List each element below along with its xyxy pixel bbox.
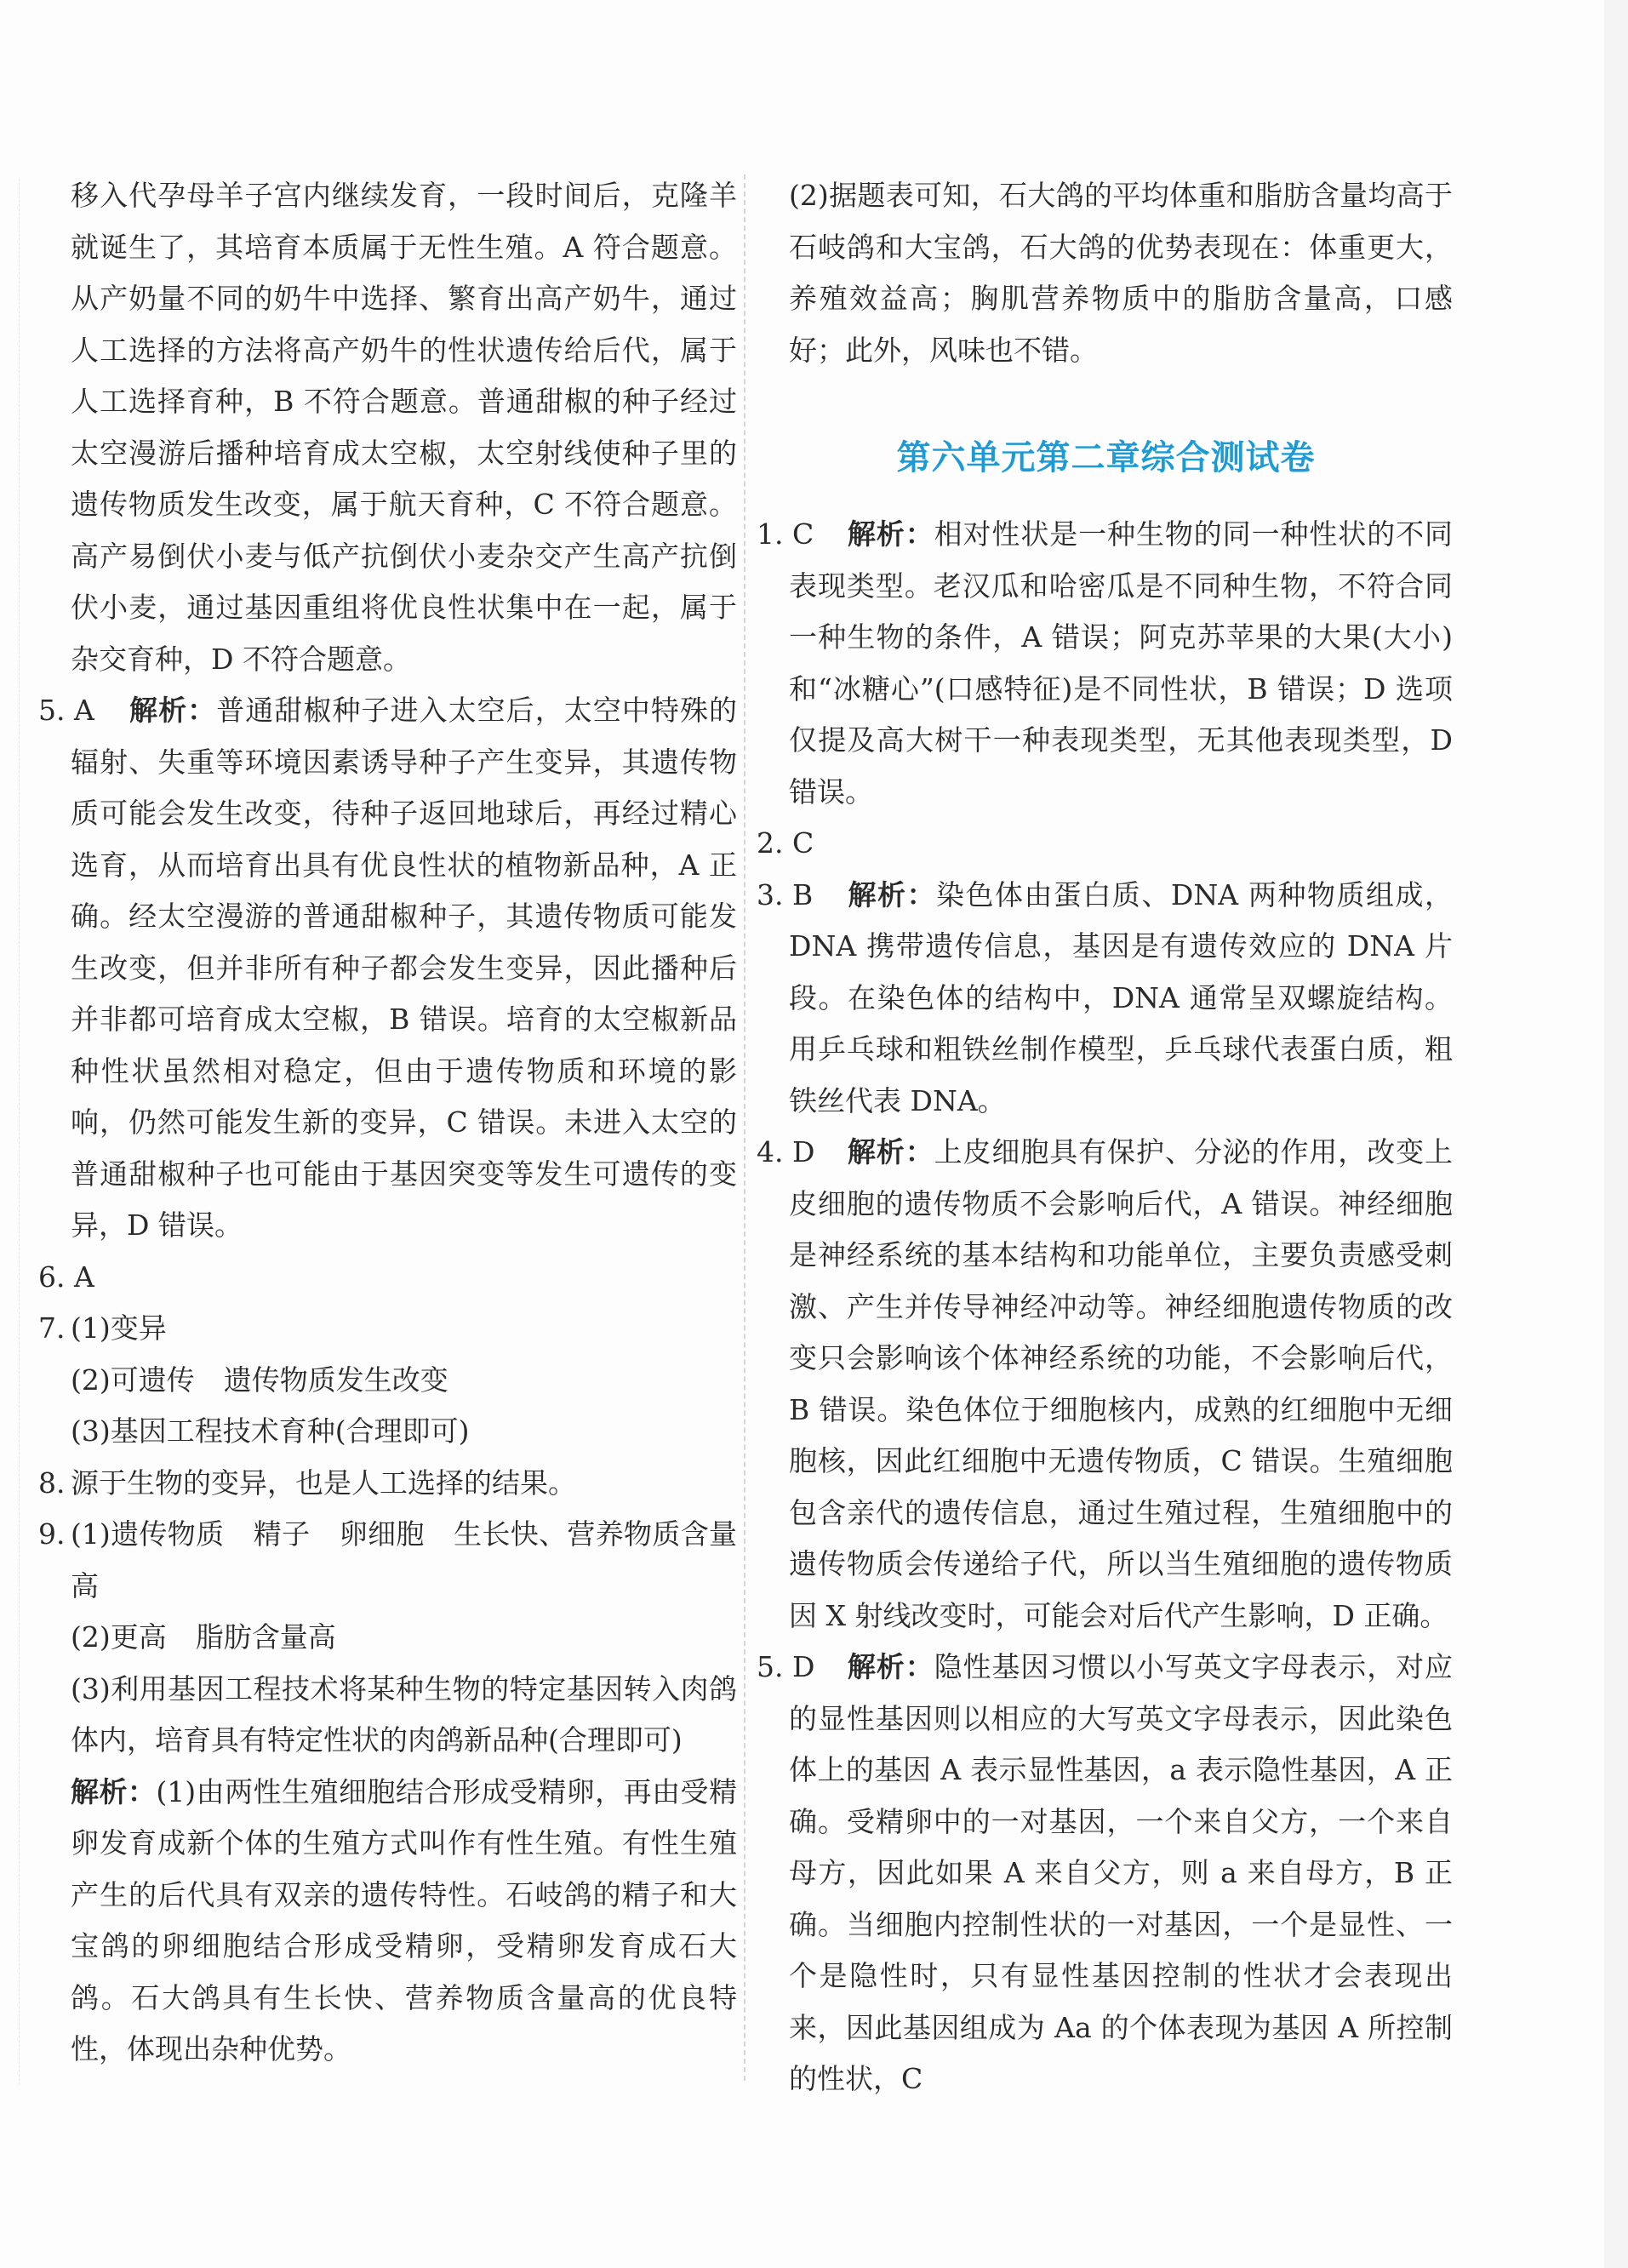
- analysis-paragraph: [41, 1767, 737, 2076]
- page-edge-shadow: [1604, 0, 1628, 2268]
- answer-number: 5. A: [38, 694, 94, 727]
- answer-number: 2. C: [757, 826, 814, 860]
- answer-item-5: [38, 685, 738, 1252]
- answer-item-8: [38, 1458, 737, 1510]
- answer-part-2: (2)可遗传 遗传物质发生改变: [71, 1363, 448, 1397]
- analysis-label: 解析：: [847, 1650, 934, 1683]
- answer-part-1: (1)变异: [71, 1311, 167, 1345]
- answer-part-2: (2)更高 脂肪含量高: [71, 1620, 336, 1654]
- answer-item-3: [759, 870, 1453, 1128]
- answer-text: 源于生物的变异，也是人工选择的结果。: [71, 1465, 576, 1500]
- answer-number: 6. A: [38, 1260, 94, 1294]
- analysis-text: 隐性基因习惯以小写英文字母表示，对应的显性基因则以相应的大写英文字母表示，因此染色体上的基因 A 表示显性基因，a 表示隐性基因，A 正确。受精卵中的一对基因，一个来自父方，一个来自母方，因此如果 A 来自父方，则 a 来自母方，B 正确。当细胞内控制性状的一对基因，一个是显性、一个是隐性时，只有显性基因控制的性状才会表现出来，因此基因组成为 Aa 的个体表现为基因 A 所控制的性状，C: [789, 1650, 1454, 2095]
- continuation-paragraph: 移入代孕母羊子宫内继续发育，一段时间后，克隆羊就诞生了，其培育本质属于无性生殖。A 符合题意。从产奶量不同的奶牛中选择、繁育出高产奶牛，通过人工选择的方法将高产奶牛的性状遗传给后代，属于人工选择育种，B 不符合题意。普通甜椒的种子经过太空漫游后播种培育成太空椒，太空射线使种子里的遗传物质发生改变，属于航天育种，C 不符合题意。高产易倒伏小麦与低产抗倒伏小麦杂交产生高产抗倒伏小麦，通过基因重组将优良性状集中在一起，属于杂交育种，D 不符合题意。: [71, 179, 737, 676]
- answer-part-3: (3)利用基因工程技术将某种生物的特定基因转入肉鸽体内，培育具有特定性状的肉鸽新品种(合理即可): [71, 1671, 737, 1757]
- answer-number: 3. B: [757, 877, 814, 911]
- answer-number: 9.: [38, 1517, 66, 1551]
- answer-number: 8.: [38, 1465, 66, 1500]
- analysis-text: 相对性状是一种生物的同一种性状的不同表现类型。老汉瓜和哈密瓜是不同种生物，不符合同一种生物的条件，A 错误；阿克苏苹果的大果(大小)和“冰糖心”(口感特征)是不同性状，B 错误；D 选项仅提及高大树干一种表现类型，无其他表现类型，D 错误。: [789, 517, 1454, 808]
- analysis-label: 解析：: [847, 517, 934, 551]
- analysis-label: 解析：: [847, 1135, 934, 1168]
- answer-item-9: 9. (1)遗传物质 精子 卵细胞 生长快、营养物质含量高: [41, 1509, 737, 1612]
- answer-number: 1. C: [757, 517, 814, 551]
- answer-item-5: [759, 1642, 1453, 2105]
- answer-item-7: [38, 1303, 737, 1355]
- answer-number: 7.: [38, 1311, 66, 1345]
- analysis-text: (1)由两性生殖细胞结合形成受精卵，再由受精卵发育成新个体的生殖方式叫作有性生殖。有性生殖产生的后代具有双亲的遗传特性。石岐鸽的精子和大宝鸽的卵细胞结合形成受精卵，受精卵发育成石大鸽。石大鸽具有生长快、营养物质含量高的优良特性，体现出杂种优势。: [71, 1774, 738, 2065]
- continuation-paragraph: (2)据题表可知，石大鸽的平均体重和脂肪含量均高于石岐鸽和大宝鸽，石大鸽的优势表现在：体重更大，养殖效益高；胸肌营养物质中的脂肪含量高，口感好；此外，风味也不错。: [789, 179, 1453, 367]
- answer-item-2: [759, 818, 1453, 870]
- analysis-text: 普通甜椒种子进入太空后，太空中特殊的辐射、失重等环境因素诱导种子产生变异，其遗传物质可能会发生改变，待种子返回地球后，再经过精心选育，从而培育出具有优良性状的植物新品种，A 正确。经太空漫游的普通甜椒种子，其遗传物质可能发生改变，但并非所有种子都会发生变异，因此播种后并非都可培育成太空椒，B 错误。培育的太空椒新品种性状虽然相对稳定，但由于遗传物质和环境的影响，仍然可能发生新的变异，C 错误。未进入太空的普通甜椒种子也可能由于基因突变等发生可遗传的变异，D 错误。: [71, 694, 738, 1242]
- analysis-label: 解析：: [71, 1774, 157, 1808]
- answer-number: 5. D: [757, 1650, 815, 1683]
- analysis-text: 染色体由蛋白质、DNA 两种物质组成，DNA 携带遗传信息，基因是有遗传效应的 DNA 片段。在染色体的结构中，DNA 通常呈双螺旋结构。用乒乓球和粗铁丝制作模型，乒乓球代表蛋白质，粗铁丝代表 DNA。: [789, 877, 1453, 1117]
- right-column: [759, 170, 1453, 2105]
- answer-item-1: [759, 509, 1453, 818]
- analysis-label: 解析：: [847, 877, 936, 911]
- section-title: 第六单元第二章综合测试卷: [896, 438, 1316, 477]
- column-divider: [744, 174, 745, 2081]
- answer-item-4: [759, 1127, 1453, 1642]
- binding-edge-line: [19, 179, 20, 2085]
- left-column: [38, 170, 738, 2076]
- analysis-text: 上皮细胞具有保护、分泌的作用，改变上皮细胞的遗传物质不会影响后代，A 错误。神经细胞是神经系统的基本结构和功能单位，主要负责感受刺激、产生并传导神经冲动等。神经细胞遗传物质的改变只会影响该个体神经系统的功能，不会影响后代，B 错误。染色体位于细胞核内，成熟的红细胞中无细胞核，因此红细胞中无遗传物质，C 错误。生殖细胞包含亲代的遗传信息，通过生殖过程，生殖细胞中的遗传物质会传递给子代，所以当生殖细胞的遗传物质因 X 射线改变时，可能会对后代产生影响，D 正确。: [789, 1135, 1454, 1632]
- analysis-label: 解析：: [129, 694, 217, 727]
- answer-part-3: (3)基因工程技术育种(合理即可): [71, 1414, 470, 1448]
- answer-item-6: [38, 1252, 737, 1304]
- answer-number: 4. D: [757, 1135, 815, 1168]
